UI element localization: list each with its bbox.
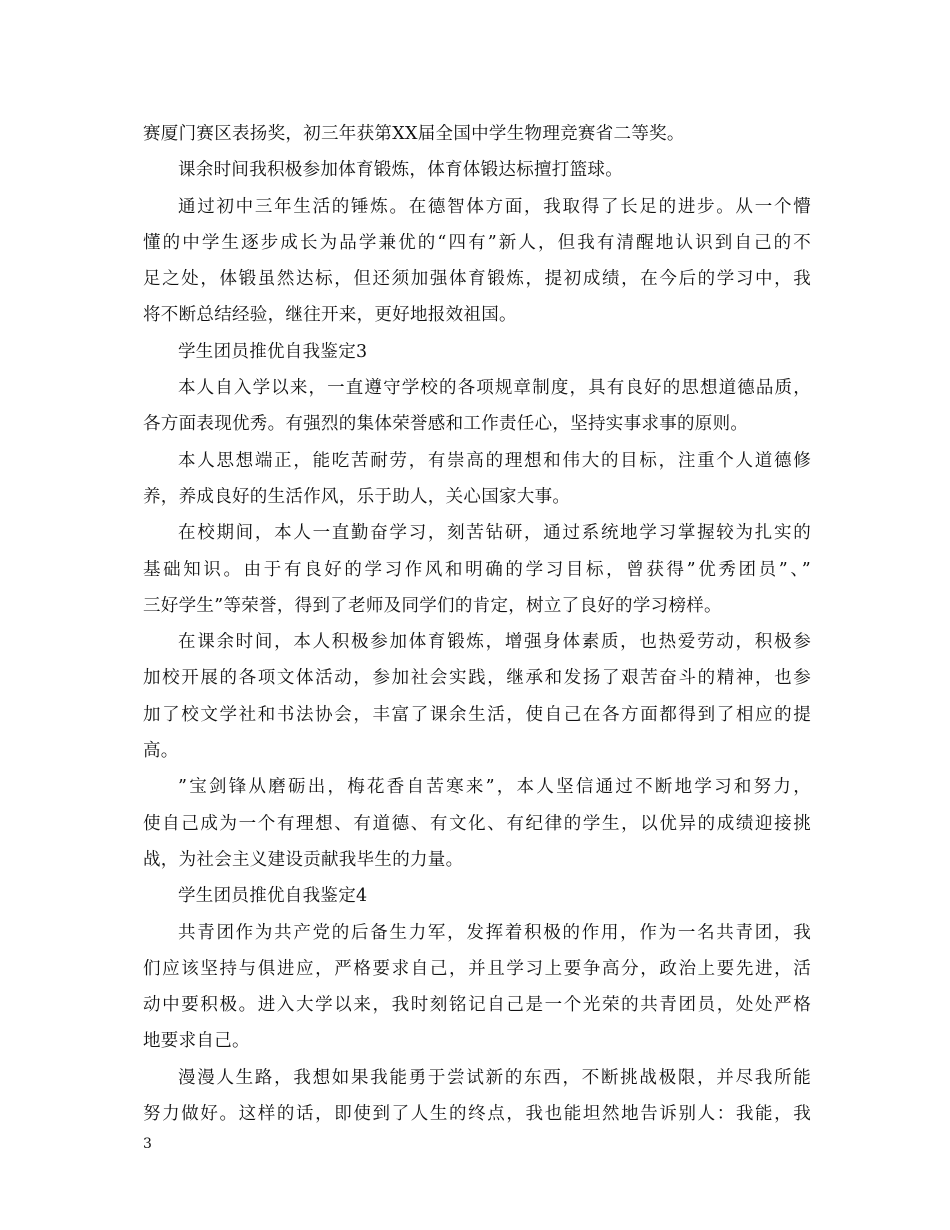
text-line: 共青团作为共产党的后备生力军，发挥着积极的作用，作为一名共青团，我 <box>178 922 811 943</box>
text-line: 加了校文学社和书法协会，丰富了课余生活，使自己在各方面都得到了相应的提 <box>143 704 811 725</box>
text-line: 漫漫人生路，我想如果我能勇于尝试新的东西，不断挑战极限，并尽我所能 <box>178 1067 811 1088</box>
text-line: 各方面表现优秀。有强烈的集体荣誉感和工作责任心，坚持实事求事的原则。 <box>143 414 749 435</box>
text-line: 懂的中学生逐步成长为品学兼优的“四有”新人，但我有清醒地认识到自己的不 <box>143 232 811 253</box>
text-line: ”宝剑锋从磨砺出，梅花香自苦寒来”，本人坚信通过不断地学习和努力， <box>178 777 811 798</box>
text-line: 努力做好。这样的话，即使到了人生的终点，我也能坦然地告诉别人：我能，我 <box>143 1104 811 1125</box>
text-line: 基础知识。由于有良好的学习作风和明确的学习目标，曾获得”优秀团员”、” <box>143 559 811 580</box>
text-line: 本人自入学以来，一直遵守学校的各项规章制度，具有良好的思想道德品质， <box>178 378 811 399</box>
page-number: 3 <box>143 1136 152 1152</box>
text-line: 在课余时间，本人积极参加体育锻炼，增强身体素质，也热爱劳动，积极参 <box>178 632 811 653</box>
text-line: 加校开展的各项文体活动，参加社会实践，继承和发扬了艰苦奋斗的精神，也参 <box>143 668 811 689</box>
document-body <box>143 116 811 1132</box>
text-line: 们应该坚持与俱进应，严格要求自己，并且学习上要争高分，政治上要先进，活 <box>143 958 811 979</box>
text-line: 动中要积极。进入大学以来，我时刻铭记自己是一个光荣的共青团员，处处严格 <box>143 995 811 1016</box>
text-line: 养，养成良好的生活作风，乐于助人，关心国家大事。 <box>143 486 571 507</box>
text-line: 学生团员推优自我鉴定3 <box>178 341 368 362</box>
text-line: 通过初中三年生活的锤炼。在德智体方面，我取得了长足的进步。从一个懵 <box>178 196 811 217</box>
text-line: 三好学生”等荣誉，得到了老师及同学们的肯定，树立了良好的学习榜样。 <box>143 595 722 616</box>
text-line: 地要求自己。 <box>143 1031 250 1052</box>
text-line: 将不断总结经验，继往开来，更好地报效祖国。 <box>143 305 517 326</box>
text-line: 在校期间，本人一直勤奋学习，刻苦钻研，通过系统地学习掌握较为扎实的 <box>178 523 811 544</box>
text-line: 足之处，体锻虽然达标，但还须加强体育锻炼，提初成绩，在今后的学习中，我 <box>143 269 811 290</box>
text-line: 学生团员推优自我鉴定4 <box>178 886 368 907</box>
text-line: 赛厦门赛区表扬奖，初三年获第XX届全国中学生物理竞赛省二等奖。 <box>143 124 685 144</box>
text-line: 使自己成为一个有理想、有道德、有文化、有纪律的学生，以优异的成绩迎接挑 <box>143 813 811 834</box>
text-line: 本人思想端正，能吃苦耐劳，有崇高的理想和伟大的目标，注重个人道德修 <box>178 450 811 471</box>
text-line: 战，为社会主义建设贡献我毕生的力量。 <box>143 849 464 870</box>
text-line: 高。 <box>143 741 179 762</box>
text-line: 课余时间我积极参加体育锻炼，体育体锻达标擅打篮球。 <box>178 160 623 181</box>
